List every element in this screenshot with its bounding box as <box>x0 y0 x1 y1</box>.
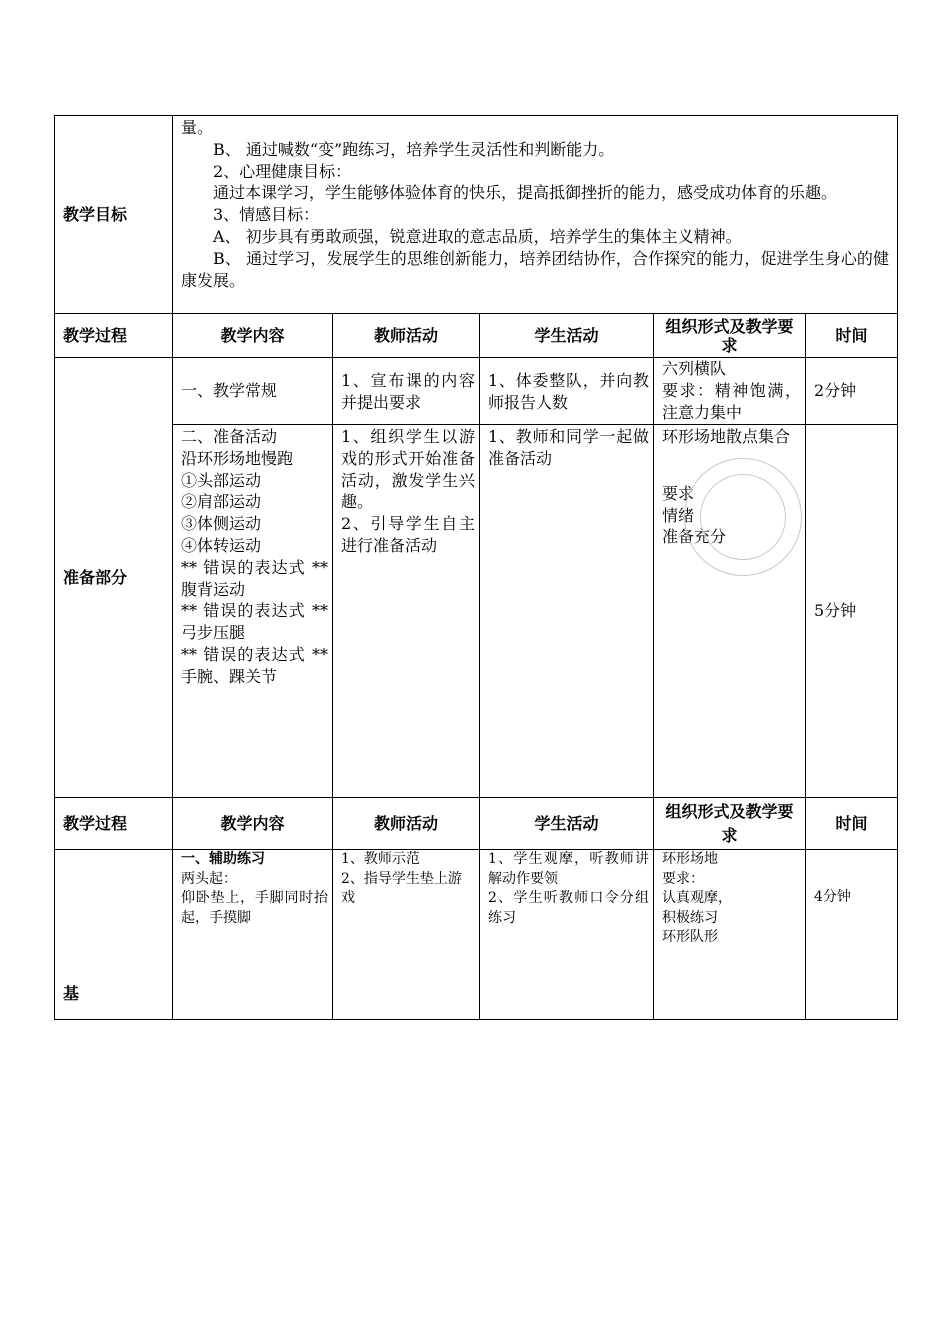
prep-row2-content-4: ③体侧运动 <box>181 514 262 534</box>
prep-row1-org-line2: 要求：精神饱满，注意力集中 <box>662 380 801 422</box>
header1-process: 教学过程 <box>55 314 173 358</box>
prep-row2-teacher-1: 2、引导学生自主进行准备活动 <box>341 514 475 555</box>
prep-row1-time: 2分钟 <box>806 358 898 425</box>
header1-content: 教学内容 <box>173 314 333 358</box>
prep-row2-org-line4: 准备充分 <box>662 527 727 547</box>
header2-teacher: 教师活动 <box>333 798 480 850</box>
header1-student: 学生活动 <box>480 314 654 358</box>
header2-org: 组织形式及教学要求 <box>654 798 806 850</box>
objectives-line-4: 3、情感目标： <box>213 205 320 225</box>
prep-row1-org <box>654 358 806 425</box>
prep-row2-content <box>173 425 333 798</box>
prep-row2-teacher <box>333 425 480 798</box>
basic-org-4: 环形队形 <box>662 929 718 945</box>
objectives-line-2: 2、心理健康目标： <box>213 161 352 181</box>
objectives-line-0: 量。 <box>181 118 214 137</box>
prep-row2-content-0: 二、准备活动 <box>181 427 278 446</box>
basic-content-1: 仰卧垫上，手脚同时抬起，手摸脚 <box>181 890 328 926</box>
header2-content: 教学内容 <box>173 798 333 850</box>
prep-row2-org-line1: 环形场地散点集合 <box>662 427 791 446</box>
prep-row1-teacher: 1、宣布课的内容并提出要求 <box>333 358 480 425</box>
objectives-line-3: 通过本课学习，学生能够体验体育的快乐，提高抵御挫折的能力，感受成功体育的乐趣。 <box>213 183 838 203</box>
objectives-line-6: B、 通过学习，发展学生的思维创新能力，培养团结协作，合作探究的能力，促进学生身心的健康发展。 <box>181 248 889 290</box>
basic-content-0: 两头起： <box>181 870 237 887</box>
basic-org <box>654 850 806 1020</box>
objectives-line-5: A、 初步具有勇敢顽强，锐意进取的意志品质，培养学生的集体主义精神。 <box>213 226 742 246</box>
basic-student-1: 2、学生听教师口令分组练习 <box>488 890 649 926</box>
prep-row1-org-line1: 六列横队 <box>662 359 727 378</box>
objectives-line-1: B、 通过喊数“变”跑练习，培养学生灵活性和判断能力。 <box>213 139 615 159</box>
prep-row1-student: 1、体委整队，并向教师报告人数 <box>480 358 654 425</box>
prep-row2-content-3: ②肩部运动 <box>181 492 262 512</box>
basic-org-3: 积极练习 <box>662 909 718 926</box>
basic-content <box>173 850 333 1020</box>
prep-row2-content-6: ** 错误的表达式 **腹背运动 <box>181 557 328 599</box>
header2-student: 学生活动 <box>480 798 654 850</box>
basic-org-1: 要求： <box>662 870 704 887</box>
prep-label: 准备部分 <box>55 358 173 798</box>
prep-row2-teacher-0: 1、组织学生以游戏的形式开始准备活动，激发学生兴趣。 <box>341 427 475 512</box>
header1-org: 组织形式及教学要求 <box>654 314 806 358</box>
prep-row2-org-line2: 要求 <box>662 483 695 503</box>
header2-time: 时间 <box>806 798 898 850</box>
header1-teacher: 教师活动 <box>333 314 480 358</box>
basic-label: 基 <box>55 850 173 1020</box>
basic-teacher-1: 2、指导学生垫上游戏 <box>341 870 462 906</box>
basic-org-2: 认真观摩， <box>662 890 732 906</box>
watermark-circle-icon <box>684 458 802 576</box>
prep-row2-content-8: ** 错误的表达式 **手腕、踝关节 <box>181 644 328 686</box>
prep-row2-org-line3: 情绪 <box>662 505 695 525</box>
prep-row2-time: 5分钟 <box>806 425 898 798</box>
prep-row2-content-5: ④体转运动 <box>181 535 262 555</box>
prep-row2-content-1: 沿环形场地慢跑 <box>181 448 294 468</box>
basic-content-title: 一、辅助练习 <box>181 851 265 867</box>
header1-time: 时间 <box>806 314 898 358</box>
prep-row2-student: 1、教师和同学一起做准备活动 <box>480 425 654 798</box>
objectives-text <box>173 116 898 314</box>
prep-row2-content-7: ** 错误的表达式 **弓步压腿 <box>181 601 328 643</box>
basic-student <box>480 850 654 1020</box>
header2-process: 教学过程 <box>55 798 173 850</box>
objectives-label: 教学目标 <box>55 116 173 314</box>
prep-row1-content: 一、教学常规 <box>173 358 333 425</box>
basic-org-0: 环形场地 <box>662 851 718 867</box>
basic-teacher <box>333 850 480 1020</box>
prep-row2-content-2: ①头部运动 <box>181 470 262 490</box>
basic-teacher-0: 1、教师示范 <box>341 851 420 867</box>
basic-time: 4分钟 <box>806 850 898 1020</box>
basic-student-0: 1、学生观摩，听教师讲解动作要领 <box>488 851 649 887</box>
